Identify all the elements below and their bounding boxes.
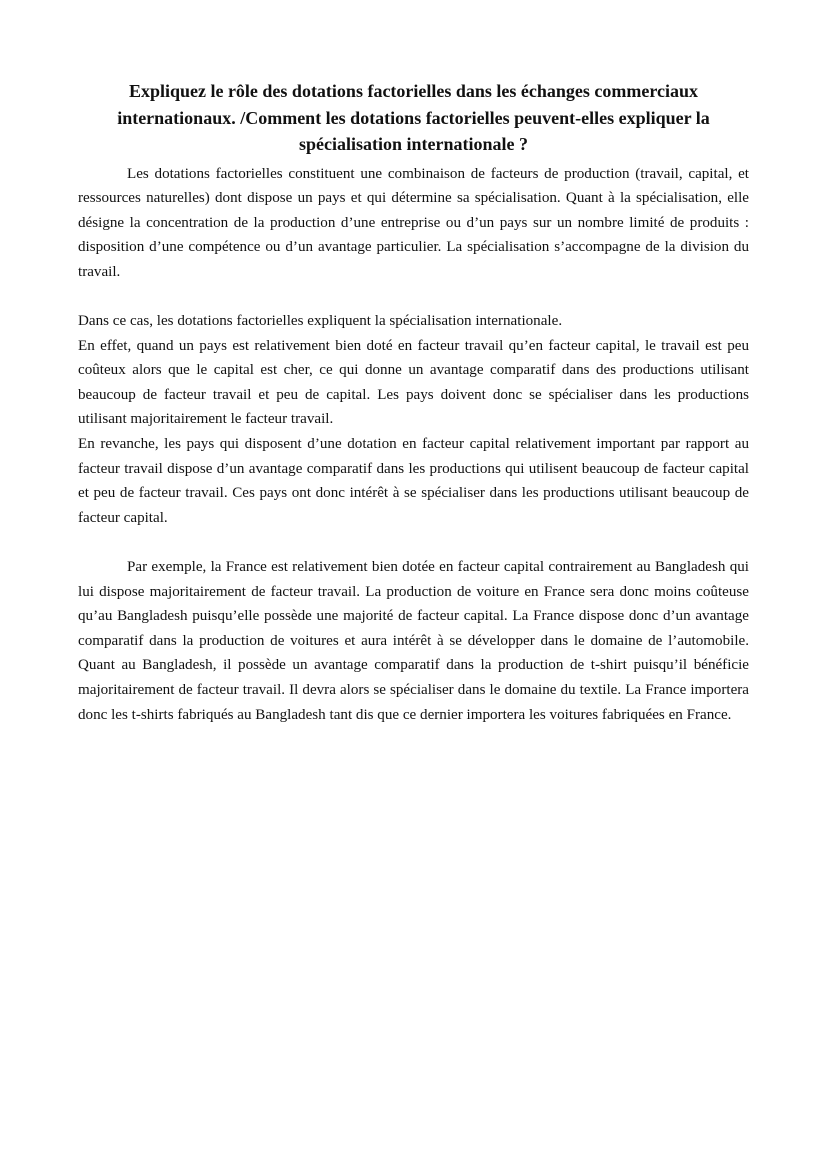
paragraph-definitions: Les dotations factorielles constituent une combinaison de facteurs de production (travail, capital, et ressources naturelles) dont dispose un pays et qui détermine sa spécialisation. Quant à la spécialisation, elle désigne la concentration de la production d’une entreprise ou d’un pays sur un nombre limité de produits : disposition d’une compétence ou d’un avantage particulier. La spécialisation s’accompagne de la division du travail. — [78, 165, 749, 280]
page-title: Expliquez le rôle des dotations factorielles dans les échanges commerciaux internationaux. /Comment les dotations factorielles peuvent-elles expliquer la spécialisation internationale ? — [117, 81, 710, 154]
paragraph-spacer — [78, 530, 749, 555]
paragraph-labor-argument: En effet, quand un pays est relativement bien doté en facteur travail qu’en facteur capital, le travail est peu coûteux alors que le capital est cher, ce qui donne un avantage comparatif dans des productions utilisant beaucoup de facteur travail et peu de capital. Les pays doivent donc se spécialiser dans les productions utilisant majoritairement le facteur travail. — [78, 337, 749, 428]
paragraph-capital-argument: En revanche, les pays qui disposent d’une dotation en facteur capital relativement important par rapport au facteur travail dispose d’un avantage comparatif dans les productions qui utilisent beaucoup de facteur capital et peu de facteur travail. Ces pays ont donc intérêt à se spécialiser dans les productions utilisant beaucoup de facteur capital. — [78, 436, 749, 526]
paragraph-example: Par exemple, la France est relativement bien dotée en facteur capital contrairement au Bangladesh qui lui dispose majoritairement de facteur travail. La production de voiture en France sera donc moins coûteuse qu’au Bangladesh puisqu’elle possède une majorité de facteur capital. La France dispose donc d’un avantage comparatif dans la production de voitures et aura intérêt à se développer dans le domaine de l’automobile. Quant au Bangladesh, il possède un avantage comparatif dans la production de t-shirt puisqu’il bénéficie majoritairement de facteur travail. Il devra alors se spécialiser dans le domaine du textile. La France importera donc les t-shirts fabriqués au Bangladesh tant dis que ce dernier importera les voitures fabriquées en France. — [78, 559, 749, 723]
document-page — [78, 78, 749, 727]
paragraph-spacer — [78, 284, 749, 309]
paragraph-thesis: Dans ce cas, les dotations factorielles expliquent la spécialisation internationale. — [78, 313, 563, 330]
